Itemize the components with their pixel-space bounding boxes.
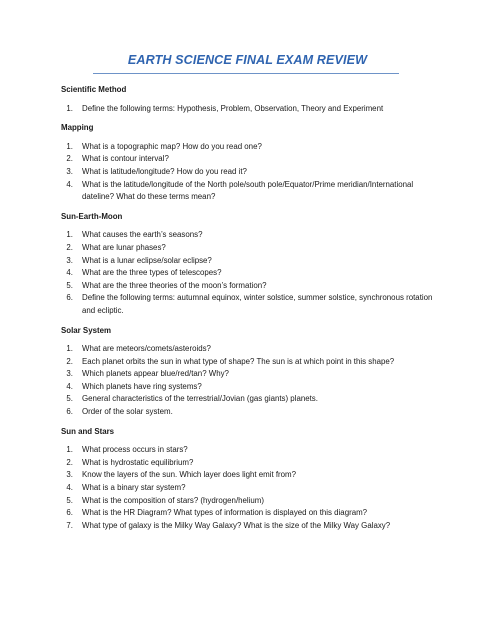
item-text: What is a topographic map? How do you read one? <box>82 141 262 151</box>
item-number: 4. <box>66 483 73 493</box>
document-body <box>61 84 441 532</box>
item-text: What causes the earth’s seasons? <box>82 230 203 240</box>
list-item <box>61 166 441 179</box>
item-text: What are the three theories of the moon’s formation? <box>82 280 267 290</box>
item-number: 5. <box>66 495 73 505</box>
list-item <box>61 507 441 520</box>
item-number: 1. <box>66 230 73 240</box>
item-text: What process occurs in stars? <box>82 445 188 455</box>
item-text: Define the following terms: autumnal equinox, winter solstice, summer solstice, synchronous rotation and ecliptic. <box>82 293 433 315</box>
list-item <box>61 444 441 457</box>
item-text: What is contour interval? <box>82 154 169 164</box>
item-number: 3. <box>66 470 73 480</box>
section-heading: Sun and Stars <box>61 426 115 436</box>
section-solar-system <box>61 325 441 419</box>
item-number: 2. <box>66 242 73 252</box>
item-number: 2. <box>66 356 73 366</box>
item-number: 5. <box>66 394 73 404</box>
list-item <box>61 179 441 204</box>
title-underline <box>93 73 399 74</box>
section-heading: Solar System <box>61 325 111 335</box>
item-text: What type of galaxy is the Milky Way Galaxy? What is the size of the Milky Way Galaxy? <box>82 520 391 530</box>
section-heading: Mapping <box>61 123 94 133</box>
item-text: General characteristics of the terrestrial/Jovian (gas giants) planets. <box>82 394 318 404</box>
question-list <box>61 229 441 317</box>
item-number: 6. <box>66 508 73 518</box>
list-item <box>61 356 441 369</box>
document-title: EARTH SCIENCE FINAL EXAM REVIEW <box>127 53 368 67</box>
list-item <box>61 103 441 116</box>
item-text: Define the following terms: Hypothesis, Problem, Observation, Theory and Experiment <box>82 103 384 113</box>
item-number: 6. <box>66 293 73 303</box>
list-item <box>61 520 441 533</box>
item-number: 7. <box>66 520 73 530</box>
section-heading: Scientific Method <box>61 85 127 94</box>
list-item <box>61 267 441 280</box>
item-number: 3. <box>66 369 73 379</box>
item-text: What is a lunar eclipse/solar eclipse? <box>82 255 212 265</box>
list-item <box>61 381 441 394</box>
item-text: Each planet orbits the sun in what type of shape? The sun is at which point in this shape? <box>82 356 395 366</box>
item-number: 4. <box>66 179 73 189</box>
item-number: 1. <box>66 445 73 455</box>
item-number: 2. <box>66 457 73 467</box>
item-number: 3. <box>66 255 73 265</box>
list-item <box>61 457 441 470</box>
item-text: Which planets appear blue/red/tan? Why? <box>82 369 229 379</box>
list-item <box>61 255 441 268</box>
item-number: 5. <box>66 280 73 290</box>
item-number: 4. <box>66 381 73 391</box>
list-item <box>61 393 441 406</box>
question-list <box>61 343 441 419</box>
item-number: 4. <box>66 268 73 278</box>
item-number: 2. <box>66 154 73 164</box>
section-sun-and-stars <box>61 426 441 533</box>
list-item <box>61 280 441 293</box>
section-sun-earth-moon <box>61 211 441 318</box>
item-number: 3. <box>66 166 73 176</box>
item-text: What are meteors/comets/asteroids? <box>82 344 211 354</box>
item-text: What is the HR Diagram? What types of information is displayed on this diagram? <box>82 508 368 518</box>
item-text: Order of the solar system. <box>82 407 173 417</box>
item-text: What is latitude/longitude? How do you read it? <box>82 166 247 176</box>
list-item <box>61 242 441 255</box>
item-text: What is the latitude/longitude of the North pole/south pole/Equator/Prime meridian/International dateline? What do these terms mean? <box>82 179 414 202</box>
item-number: 1. <box>66 103 73 113</box>
section-scientific-method <box>61 84 441 115</box>
section-heading: Sun-Earth-Moon <box>61 211 123 221</box>
question-list <box>61 103 441 116</box>
item-number: 1. <box>66 344 73 354</box>
section-mapping <box>61 122 441 204</box>
item-text: Know the layers of the sun. Which layer does light emit from? <box>82 470 297 480</box>
list-item <box>61 406 441 419</box>
list-item <box>61 343 441 356</box>
list-item <box>61 292 441 317</box>
list-item <box>61 141 441 154</box>
list-item <box>61 482 441 495</box>
item-text: What is the composition of stars? (hydrogen/helium) <box>82 495 265 505</box>
item-number: 6. <box>66 407 73 417</box>
item-text: Which planets have ring systems? <box>82 381 202 391</box>
item-text: What are lunar phases? <box>82 242 166 252</box>
list-item <box>61 368 441 381</box>
list-item <box>61 229 441 242</box>
list-item <box>61 469 441 482</box>
item-text: What are the three types of telescopes? <box>82 268 222 278</box>
item-text: What is hydrostatic equilibrium? <box>82 457 194 467</box>
item-text: What is a binary star system? <box>82 483 186 493</box>
item-number: 1. <box>66 141 73 151</box>
question-list <box>61 444 441 532</box>
question-list <box>61 141 441 204</box>
list-item <box>61 495 441 508</box>
list-item <box>61 153 441 166</box>
